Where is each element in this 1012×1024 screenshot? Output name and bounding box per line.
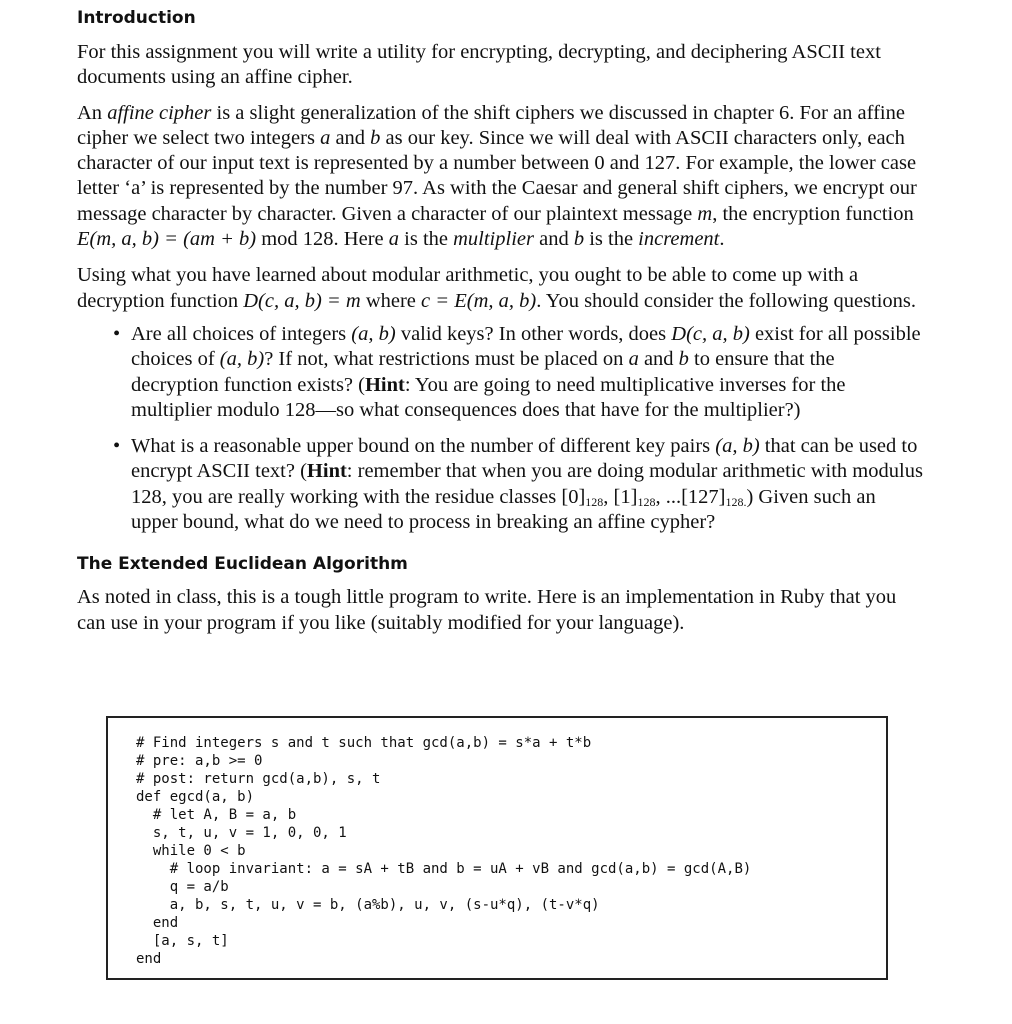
document-page (77, 6, 927, 636)
list-item: • What is a reasonable upper bound on the number of different key pairs (a, b) that can be used to encrypt ASCII text? (Hint: remember that when you are doing modular arithmetic with modulus 128, you are really working with the residue classes $[0]_{128}$, $[1]_{128}$, $...[127]_{128.}$) Given such an upper bound, what do we need to process in breaking an affine cypher? (113, 435, 923, 534)
increment-term: increment (638, 228, 720, 251)
bullet-icon: • (113, 435, 121, 458)
intro-paragraph-2: An affine cipher is a slight generalization of the shift ciphers we discussed in chapter 6. For an affine cipher we select two integers a and b as our key. Since we will deal with ASCII characters only, each character of our input text is represented by a number between 0 and 127. For example, the lower case letter ‘a’ is represented by the number 97. As with the Caesar and general shift ciphers, we encrypt our message character by character. Given a character of our plaintext message m, the encryption function E(m, a, b) = (am + b) mod 128. Here a is the multiplier and b is the increment. (77, 101, 917, 251)
hint-label: Hint (306, 460, 347, 483)
intro-paragraph-1: For this assignment you will write a utility for encrypting, decrypting, and deciphering ASCII text documents using an affine cipher. (77, 41, 881, 89)
code-block (106, 716, 888, 980)
bullet-icon: • (113, 322, 121, 345)
list-item: • Are all choices of integers (a, b) valid keys? In other words, does D(c, a, b) exist for all possible choices of (a, b)? If not, what restrictions must be placed on a and b to ensure that the decryption function exists? (Hint: You are going to need multiplicative inverses for the multiplier modulo 128—so what consequences does that have for the multiplier?) (113, 322, 921, 421)
euclid-paragraph: As noted in class, this is a tough little program to write. Here is an implementation in Ruby that you can use in your program if you like (suitably modified for your language). (77, 586, 897, 634)
intro-paragraph-3: Using what you have learned about modular arithmetic, you ought to be able to come up with a decryption function D(c, a, b) = m where c = E(m, a, b). You should consider the following questions. (77, 264, 917, 312)
hint-label: Hint (364, 373, 405, 396)
euclid-heading: The Extended Euclidean Algorithm (77, 554, 408, 575)
multiplier-term: multiplier (453, 228, 534, 251)
ruby-code: # Find integers s and t such that gcd(a,b) = s*a + t*b # pre: a,b >= 0 # post: return gcd(a,b), s, t def egcd(a, b) # let A, B = a, b s, t, u, v = 1, 0, 0, 1 while 0 < b # loop invariant: a = sA + tB and b = uA + vB and gcd(a,b) = gcd(A,B) q = a/b a, b, s, t, u, v = b, (a%b), u, v, (s-u*q), (t-v*q) end [a, s, t] end (136, 735, 752, 967)
encryption-formula: E(m, a, b) = (am + b) (77, 228, 257, 251)
question-list (77, 322, 927, 535)
decryption-formula: D(c, a, b) = m (243, 289, 361, 312)
affine-cipher-term: affine cipher (107, 101, 212, 124)
introduction-heading: Introduction (77, 8, 196, 28)
